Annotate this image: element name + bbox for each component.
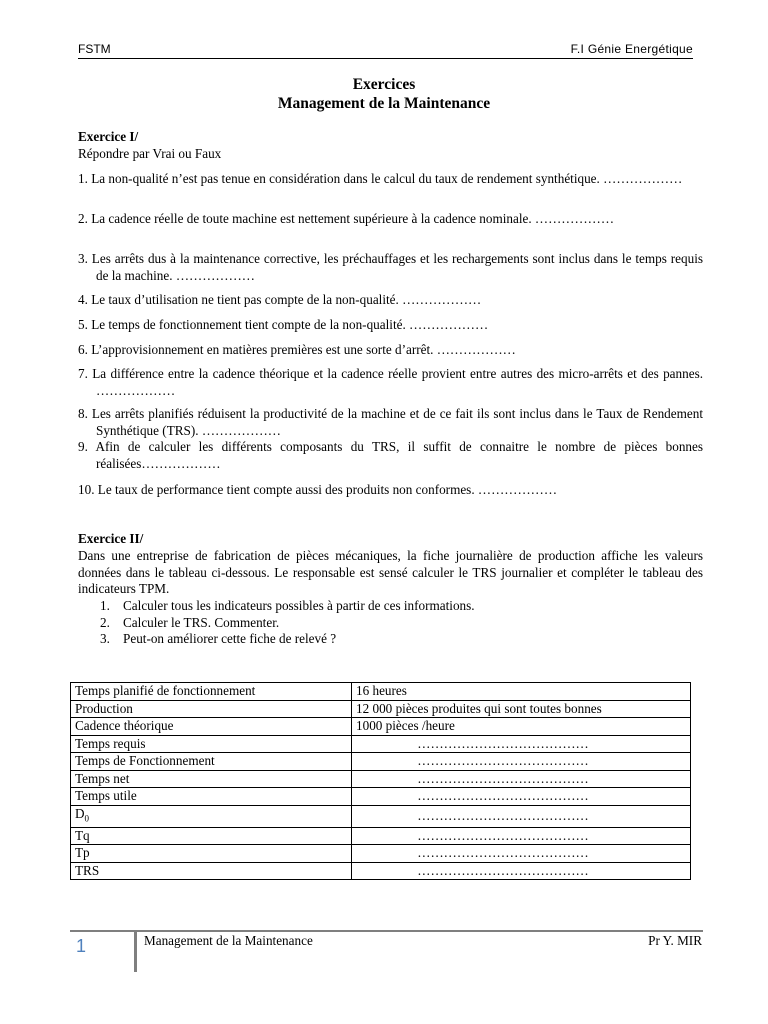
page-number: 1 — [76, 936, 87, 956]
footer-author: Pr Y. MIR — [648, 933, 702, 948]
table-row: Temps utile ………………………………… — [71, 788, 691, 806]
table-row: Tq ………………………………… — [71, 827, 691, 845]
question-4: 4. Le taux d’utilisation ne tient pas compte de la non-qualité. ……………… — [78, 292, 482, 307]
list-item: 1. Calculer tous les indicateurs possibles à partir de ces informations. — [100, 598, 475, 613]
table-row: TRS ………………………………… — [71, 862, 691, 880]
question-8: 8. Les arrêts planifiés réduisent la productivité de la machine et de ce fait ils sont inclus dans le Taux de Rendement Synthétique (TRS). ……………… — [78, 406, 703, 438]
exercise2-heading: Exercice II/ — [78, 531, 144, 546]
table-row: $D_0$ ………………………………… — [71, 805, 691, 827]
production-table — [70, 682, 691, 880]
doc-title: Exercices — [352, 76, 416, 93]
question-9: 9. Afin de calculer les différents composants du TRS, il suffit de connaitre le nombre de pièces bonnes réalisées……………… — [78, 439, 703, 471]
exercise2-intro: Dans une entreprise de fabrication de pièces mécaniques, la fiche journalière de production affiche les valeurs données dans le tableau ci-dessous. Le responsable est sensé calculer le TRS journalier et compléter le tableau des indicateurs TPM. — [78, 548, 703, 596]
footer-divider — [134, 930, 137, 972]
table-row: Tp ………………………………… — [71, 845, 691, 863]
question-10: 10. Le taux de performance tient compte aussi des produits non conformes. ……………… — [78, 482, 558, 497]
question-6: 6. L’approvisionnement en matières premières est une sorte d’arrêt. ……………… — [78, 342, 516, 357]
exercise1-heading: Exercice I/ — [78, 129, 139, 144]
header-rule — [78, 58, 693, 59]
table-row: Production 12 000 pièces produites qui sont toutes bonnes — [71, 700, 691, 718]
question-7: 7. La différence entre la cadence théorique et la cadence réelle provient entre autres des micro-arrêts et des pannes. ……………… — [78, 366, 703, 398]
question-1: 1. La non-qualité n’est pas tenue en considération dans le calcul du taux de rendement synthétique. ……………… — [78, 171, 683, 186]
doc-subtitle: Management de la Maintenance — [277, 95, 491, 112]
question-2: 2. La cadence réelle de toute machine est nettement supérieure à la cadence nominale. ……………… — [78, 211, 615, 226]
table-row: Temps de Fonctionnement ………………………………… — [71, 753, 691, 771]
list-item: 2. Calculer le TRS. Commenter. — [100, 614, 280, 630]
table-row: Temps planifié de fonctionnement 16 heures — [71, 683, 691, 701]
header-left: FSTM — [78, 42, 111, 56]
footer-rule — [70, 930, 703, 932]
table-row: Cadence théorique 1000 pièces /heure — [71, 718, 691, 736]
list-item: 3. Peut-on améliorer cette fiche de relevé ? — [100, 631, 337, 646]
header-right: F.I Génie Energétique — [570, 42, 693, 56]
exercise1-instruction: Répondre par Vrai ou Faux — [78, 146, 222, 161]
table-row: Temps requis ………………………………… — [71, 735, 691, 753]
question-5: 5. Le temps de fonctionnement tient compte de la non-qualité. ……………… — [78, 317, 489, 332]
table-row: Temps net ………………………………… — [71, 770, 691, 788]
footer-title: Management de la Maintenance — [144, 933, 313, 948]
question-3: 3. Les arrêts dus à la maintenance corrective, les préchauffages et les rechargements sont inclus dans le temps requis de la machine. ……………… — [78, 251, 703, 283]
question-list — [100, 598, 475, 648]
